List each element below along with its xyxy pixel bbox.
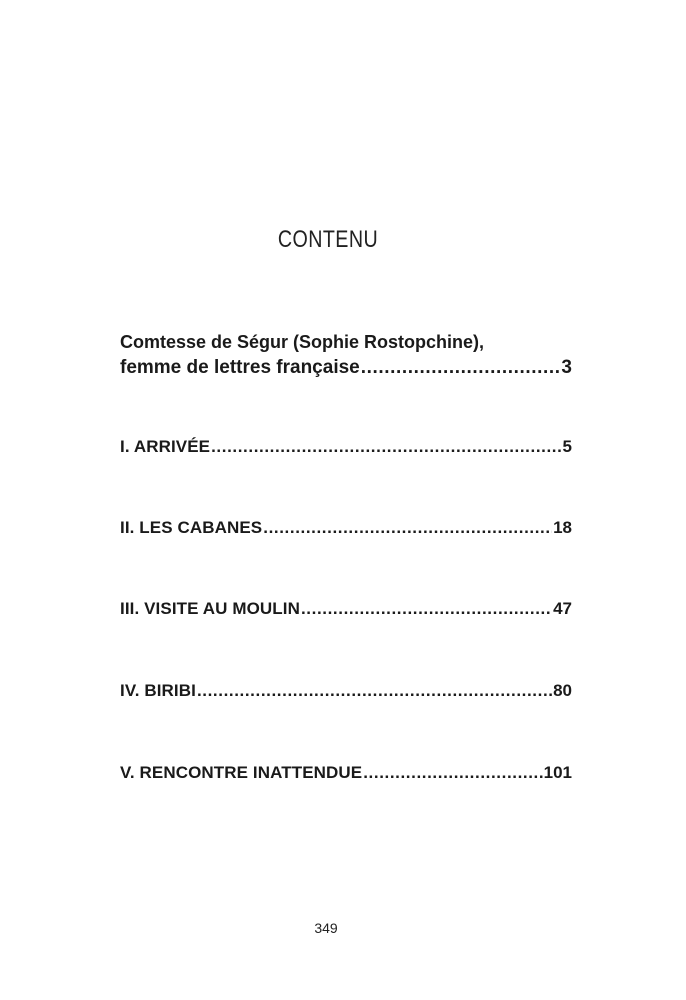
toc-entry-label: V. RENCONTRE INATTENDUE [120, 763, 363, 782]
toc-entry-chapter-4[interactable] [120, 678, 572, 704]
toc-entry-chapter-1[interactable] [120, 434, 572, 460]
toc-entry-page: 101 [543, 763, 572, 782]
toc-entry-row [120, 678, 572, 704]
page-title: CONTENU [277, 226, 379, 253]
toc-entry-row [120, 434, 572, 460]
toc-leader-dots [361, 355, 561, 381]
toc-entry-chapter-3[interactable] [120, 596, 572, 622]
toc-leader-dots [211, 434, 561, 460]
toc-entry-chapter-2[interactable] [120, 515, 572, 541]
toc-leader-dots [301, 596, 552, 622]
toc-entry-first-line: Comtesse de Ségur (Sophie Rostopchine), [120, 332, 485, 352]
page-number: 349 [314, 920, 338, 936]
toc-entry-label: III. VISITE AU MOULIN [120, 599, 300, 618]
toc-entry-label: femme de lettres française [120, 357, 360, 378]
toc-entry-row [120, 596, 572, 622]
toc-entry-page: 47 [553, 599, 572, 618]
toc-entry-label: IV. BIRIBI [120, 681, 196, 700]
toc-leader-dots [363, 760, 542, 786]
toc-leader-dots [197, 678, 552, 704]
toc-entry-row [120, 515, 572, 541]
toc-entry-row [120, 760, 572, 786]
toc-entry-introduction[interactable] [120, 329, 572, 381]
toc-entry-page: 80 [553, 681, 572, 700]
toc-leader-dots [263, 515, 552, 541]
toc-entry-page: 3 [561, 357, 572, 378]
toc-entry-label: II. LES CABANES [120, 518, 263, 537]
toc-entry-row [120, 355, 572, 381]
toc-entry-label: I. ARRIVÉE [120, 437, 211, 456]
toc-entry-chapter-5[interactable] [120, 760, 572, 786]
toc-entry-page: 5 [562, 437, 572, 456]
toc-entry-page: 18 [553, 518, 572, 537]
